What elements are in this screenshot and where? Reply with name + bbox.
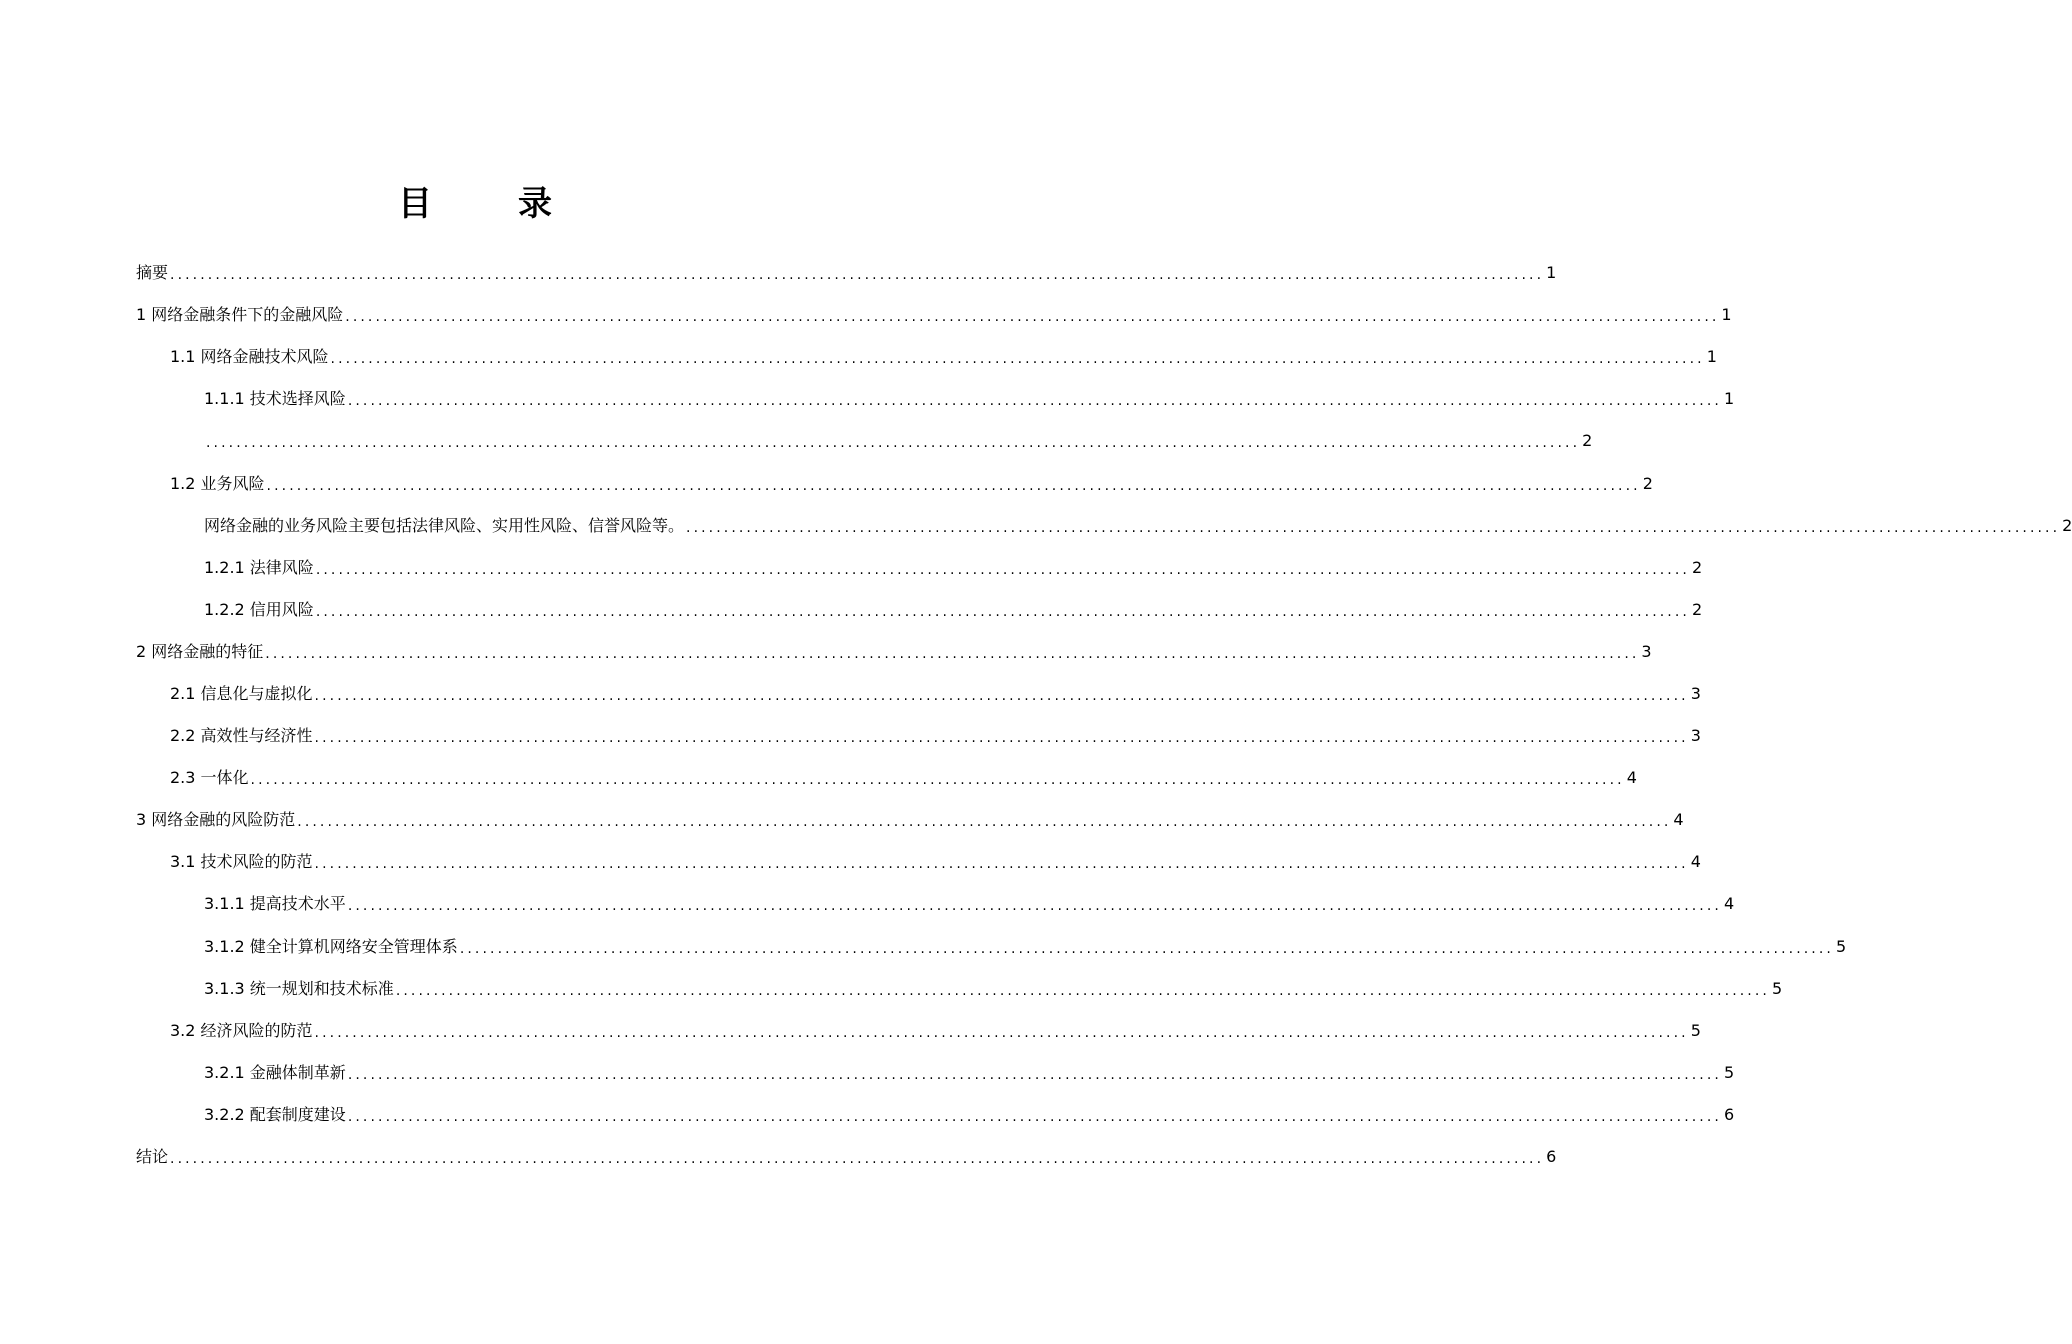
toc-entry[interactable] <box>136 1052 1735 1094</box>
toc-entry-page-number: 5 <box>1835 936 1847 956</box>
toc-entry[interactable] <box>136 378 1735 420</box>
toc-dot-leader: ...................................................................................................................................................................................... <box>330 351 1705 368</box>
toc-entry-label: 3.2.1 金融体制革新 <box>204 1062 346 1082</box>
toc-entry[interactable] <box>136 799 1684 841</box>
toc-entry[interactable] <box>136 252 1557 294</box>
toc-entry[interactable] <box>136 1010 1701 1052</box>
toc-entry-page-number: 1 <box>1706 347 1717 367</box>
toc-entry-label: 1.2 业务风险 <box>170 473 265 493</box>
toc-entry-page-number: 4 <box>1723 894 1735 914</box>
toc-dot-leader: ...................................................................................................................................................................................... <box>206 435 1581 452</box>
toc-entry-label: 3.2.2 配套制度建设 <box>204 1104 346 1124</box>
toc-entry-page-number: 2 <box>1582 431 1593 451</box>
toc-dot-leader: ...................................................................................................................................................................................... <box>250 772 1625 789</box>
toc-entry[interactable] <box>136 336 1717 378</box>
toc-dot-leader: ...................................................................................................................................................................................... <box>686 519 2061 536</box>
toc-entry-label: 2.1 信息化与虚拟化 <box>170 683 313 703</box>
toc-dot-leader: ...................................................................................................................................................................................... <box>347 898 1722 915</box>
toc-entry[interactable] <box>136 505 2072 547</box>
toc-entry-page-number: 2 <box>1691 599 1703 619</box>
toc-dot-leader: ...................................................................................................................................................................................... <box>315 561 1690 578</box>
table-of-contents <box>136 252 2072 1178</box>
toc-entry-label: 3.1 技术风险的防范 <box>170 852 313 872</box>
toc-entry-label: 1 网络金融条件下的金融风险 <box>136 305 344 325</box>
toc-entry-page-number: 4 <box>1626 768 1637 788</box>
toc-entry[interactable] <box>136 420 1593 462</box>
toc-entry-page-number: 2 <box>1691 557 1703 577</box>
toc-entry-label: 2.3 一体化 <box>170 768 249 788</box>
toc-entry-page-number: 2 <box>2062 515 2072 535</box>
toc-entry-page-number: 1 <box>1721 305 1732 325</box>
toc-entry-label: 3.2 经济风险的防范 <box>170 1020 313 1040</box>
toc-entry-label: 1.2.2 信用风险 <box>204 599 314 619</box>
toc-dot-leader: ...................................................................................................................................................................................... <box>297 814 1672 831</box>
toc-dot-leader: ...................................................................................................................................................................................... <box>170 267 1545 284</box>
toc-title-char-2: 录 <box>518 184 552 224</box>
toc-entry-page-number: 5 <box>1690 1020 1701 1040</box>
toc-entry-label: 1.2.1 法律风险 <box>204 557 314 577</box>
toc-entry-label: 3.1.1 提高技术水平 <box>204 894 346 914</box>
toc-dot-leader: ...................................................................................................................................................................................... <box>347 1108 1722 1125</box>
toc-dot-leader: ...................................................................................................................................................................................... <box>459 940 1834 957</box>
toc-entry[interactable] <box>136 1136 1557 1178</box>
toc-entry-page-number: 4 <box>1673 810 1684 830</box>
toc-entry[interactable] <box>136 757 1637 799</box>
toc-entry-label: 摘要 <box>136 263 169 283</box>
toc-entry-page-number: 4 <box>1690 852 1701 872</box>
toc-entry-page-number: 1 <box>1723 389 1735 409</box>
toc-dot-leader: ...................................................................................................................................................................................... <box>314 730 1689 747</box>
toc-entry[interactable] <box>136 968 1783 1010</box>
toc-entry-label: 3 网络金融的风险防范 <box>136 810 296 830</box>
toc-entry-page-number: 1 <box>1546 263 1557 283</box>
toc-entry-label: 网络金融的业务风险主要包括法律风险、实用性风险、信誉风险等。 <box>204 515 685 535</box>
toc-dot-leader: ...................................................................................................................................................................................... <box>315 603 1690 620</box>
toc-entry[interactable] <box>136 462 1653 504</box>
toc-entry-label: 结论 <box>136 1147 169 1167</box>
toc-dot-leader: ...................................................................................................................................................................................... <box>266 477 1641 494</box>
toc-entry-page-number: 6 <box>1546 1147 1557 1167</box>
toc-entry-page-number: 6 <box>1723 1104 1735 1124</box>
toc-entry[interactable] <box>136 589 1703 631</box>
toc-dot-leader: ...................................................................................................................................................................................... <box>314 1024 1689 1041</box>
toc-dot-leader: ...................................................................................................................................................................................... <box>347 393 1722 410</box>
toc-entry-page-number: 5 <box>1771 978 1783 998</box>
toc-entry[interactable] <box>136 841 1701 883</box>
toc-entry[interactable] <box>136 883 1735 925</box>
toc-entry[interactable] <box>136 631 1652 673</box>
toc-dot-leader: ...................................................................................................................................................................................... <box>265 645 1640 662</box>
toc-entry[interactable] <box>136 926 1847 968</box>
toc-dot-leader: ...................................................................................................................................................................................... <box>170 1151 1545 1168</box>
toc-entry-label: 3.1.2 健全计算机网络安全管理体系 <box>204 936 458 956</box>
toc-entry-page-number: 3 <box>1690 683 1701 703</box>
toc-dot-leader: ...................................................................................................................................................................................... <box>314 687 1689 704</box>
toc-entry-page-number: 5 <box>1723 1062 1735 1082</box>
toc-dot-leader: ...................................................................................................................................................................................... <box>345 309 1720 326</box>
toc-entry-page-number: 3 <box>1690 726 1701 746</box>
toc-entry-label: 3.1.3 统一规划和技术标准 <box>204 978 394 998</box>
toc-entry-label: 1.1 网络金融技术风险 <box>170 347 329 367</box>
toc-entry[interactable] <box>136 1094 1735 1136</box>
toc-entry-label: 1.1.1 技术选择风险 <box>204 389 346 409</box>
toc-title <box>0 176 950 225</box>
toc-entry-label: 2 网络金融的特征 <box>136 641 264 661</box>
toc-entry[interactable] <box>136 294 1732 336</box>
toc-title-char-1: 目 <box>398 184 432 224</box>
toc-dot-leader: ...................................................................................................................................................................................... <box>347 1066 1722 1083</box>
toc-entry[interactable] <box>136 673 1701 715</box>
toc-entry-page-number: 2 <box>1642 473 1653 493</box>
toc-entry-page-number: 3 <box>1641 641 1652 661</box>
toc-entry[interactable] <box>136 547 1703 589</box>
toc-dot-leader: ...................................................................................................................................................................................... <box>314 856 1689 873</box>
toc-entry-label: 2.2 高效性与经济性 <box>170 726 313 746</box>
toc-entry[interactable] <box>136 715 1701 757</box>
toc-dot-leader: ...................................................................................................................................................................................... <box>395 982 1770 999</box>
